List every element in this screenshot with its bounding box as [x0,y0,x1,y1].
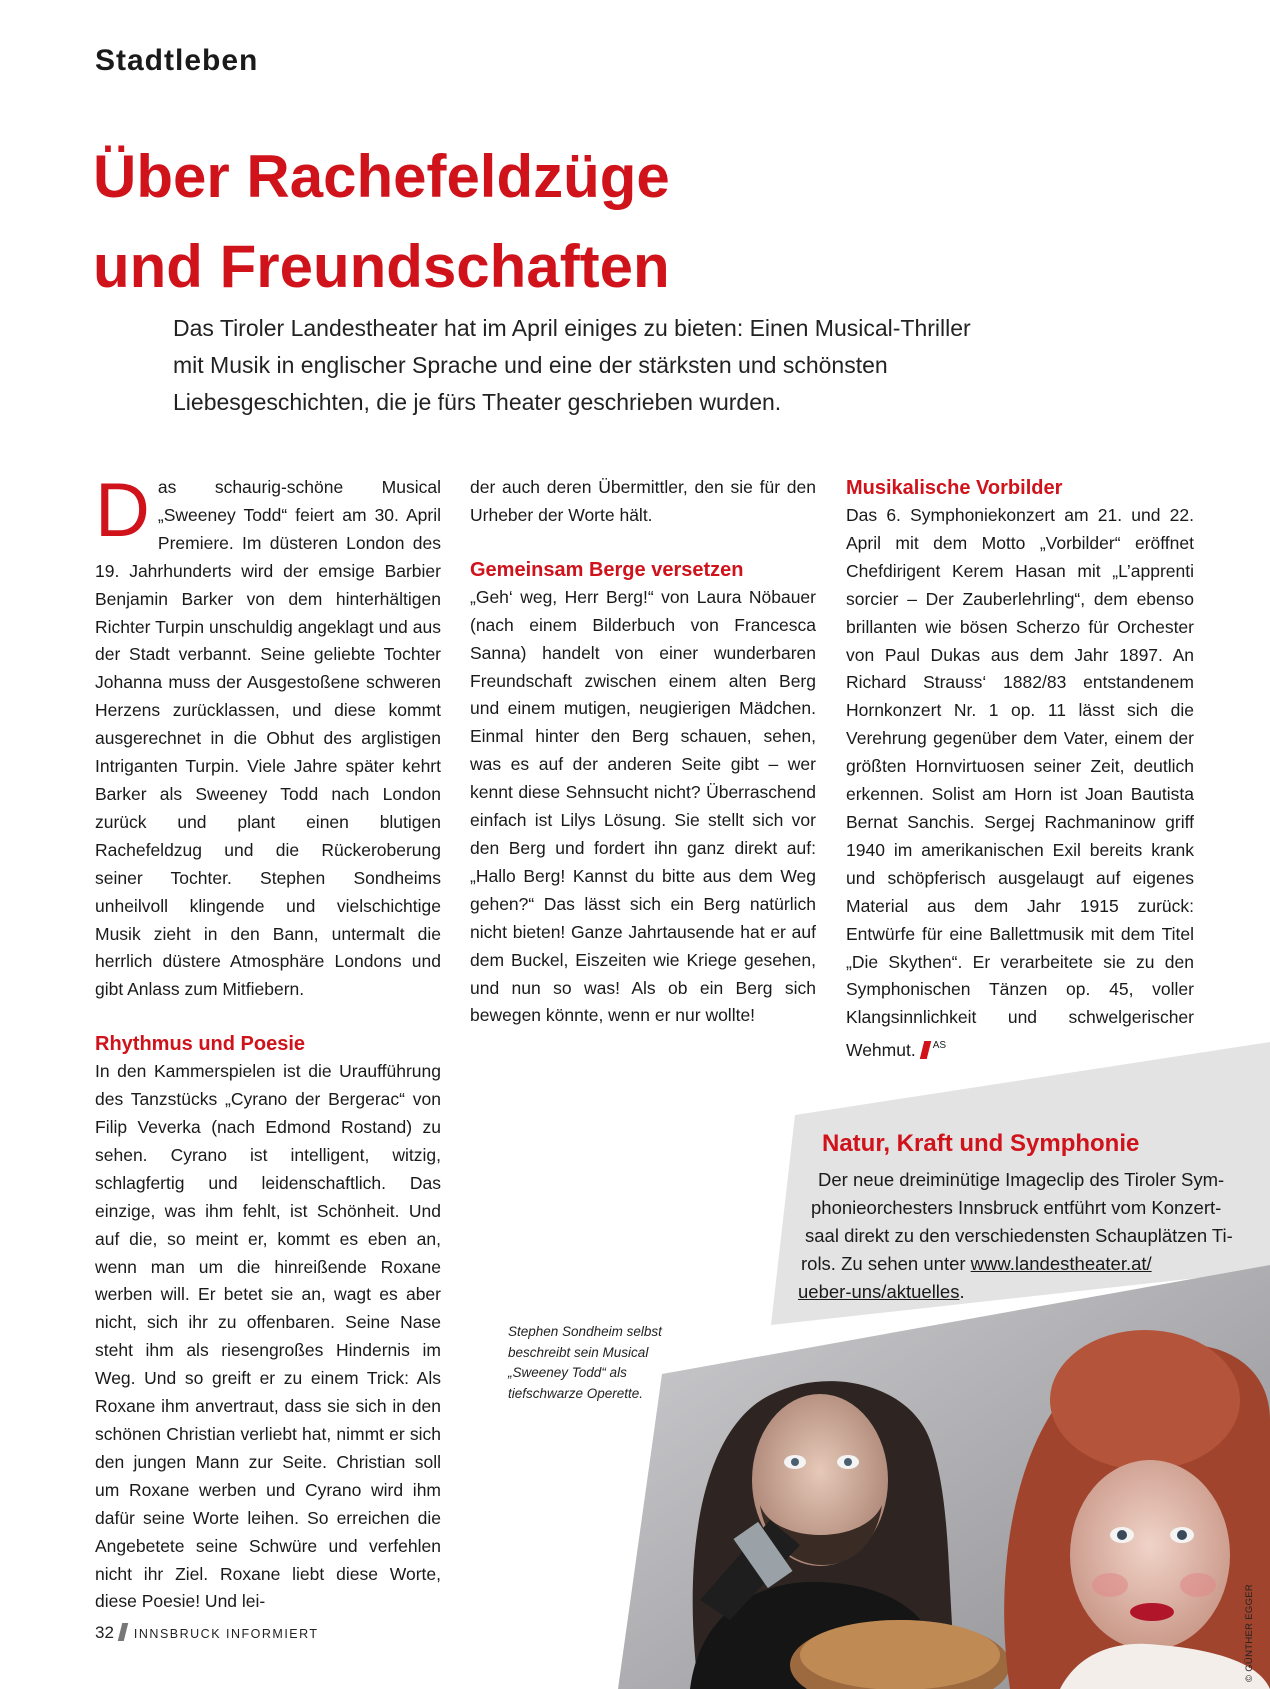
photo-caption: Stephen Sondheim selbst beschreibt sein Musical „Sweeney Todd“ als tiefschwarze Operette. [508,1324,662,1401]
page-number: 32 [95,1623,114,1642]
publication-name: INNSBRUCK INFORMIERT [133,1627,319,1641]
intro-text: as schaurig-schöne Musical „Sweeney Todd“ feiert am 30. April Premiere. Im düsteren London des 19. Jahrhunderts wird der emsige Barbier Benjamin Barker von dem hinterhältigen Richter Turpin unschuldig angeklagt und aus der Stadt verbannt. Seine geliebte Tochter Johanna muss der Ausgestoßene schweren Herzens zurücklassen, und diese kommt ausgerechnet in die Obhut des arglistigen Intriganten Turpin. Viele Jahre später kehrt Barker als Sweeney Todd nach London zurück und plant einen blutigen Rachefeldzug und die Rückeroberung seiner Tochter. Stephen Sondheims unheilvoll klingende und vielschichtige Musik zieht in den Bann, untermalt die herrlich düstere Atmosphäre Londons und gibt Anlass zum Mitfiebern. [95,477,441,1000]
berge-text: „Geh‘ weg, Herr Berg!“ von Laura Nöbauer (nach einem Bilderbuch von Francesca Sanna) handelt von einer wunderbaren Freundschaft zwischen einem alten Berg und einem mutigen, neugierigen Mädchen. Einmal hinter den Berg schauen, sehen, was es auf der anderen Seite gibt – wer kennt diese Sehnsucht nicht? Überraschend einfach ist Lilys Lösung. Sie stellt sich vor den Berg und fordert ihn ganz direkt auf: „Hallo Berg! Kannst du bitte aus dem Weg gehen?“ Das lässt sich ein Berg natürlich nicht bieten! Ganze Jahrtausende hat er auf dem Buckel, Eiszeiten wie Kriege gesehen, und nun so was! Als ob ein Berg sich bewegen könnte, wenn er nur wollte! [470,586,816,1026]
section-label: Stadtleben [95,44,259,77]
info-box-line: saal direkt zu den verschiedensten Schauplätzen Ti- [805,1225,1233,1246]
woman-face [1070,1460,1230,1650]
author-initials: AS [932,1040,947,1052]
subhead-berge: Gemeinsam Berge versetzen [470,558,744,581]
footer-slash-icon [118,1623,128,1641]
drop-cap: D [95,468,150,553]
info-box-title: Natur, Kraft und Symphonie [822,1130,1140,1157]
subhead-vorbilder: Musikalische Vorbilder [846,477,1063,499]
page-footer [95,1623,319,1643]
landestheater-link-continued[interactable]: ueber-uns/aktuelles [798,1281,960,1302]
rhythmus-text-continued: der auch deren Übermittler, den sie für den Urheber der Worte hält. [470,477,816,525]
headline-line-2: und Freundschaften [93,233,670,300]
info-box-line: Der neue dreiminütige Imageclip des Tiroler Sym- [818,1169,1225,1190]
headline-line-1: Über Rachefeldzüge [93,143,670,210]
info-box-line: phonieorchesters Innsbruck entführt vom Konzert- [811,1197,1222,1218]
info-box-line: rols. Zu sehen unter www.landestheater.at/ [801,1253,1152,1274]
landestheater-link[interactable]: www.landestheater.at/ [970,1253,1152,1274]
photo-credit: © GÜNTHER EGGER [1244,1583,1255,1682]
info-box-line: ueber-uns/aktuelles. [798,1281,965,1302]
vorbilder-text: Das 6. Symphoniekonzert am 21. und 22. April mit dem Motto „Vorbilder“ eröffnet Chefdirigent Kerem Hasan mit „L’apprenti sorcier – Der Zauberlehrling“, dem ebenso brillanten wie bösen Scherzo für Orchester von Paul Dukas aus dem Jahr 1897. An Richard Strauss‘ 1882/83 entstandenem Hornkonzert Nr. 1 op. 11 lässt sich die Verehrung gegenüber dem Vater, einem der größten Hornvirtuosen seiner Zeit, deutlich erkennen. Solist am Horn ist Joan Bautista Bernat Sanchis. Sergej Rachmaninow griff 1940 im amerikanischen Exil bereits krank und schöpferisch ausgelaugt auf eigenes Material aus dem Jahr 1915 zurück: Entwürfe für eine Ballettmusik mit dem Titel „Die Skythen“. Er verarbeitete sie zu den Symphonischen Tänzen op. 45, voller Klangsinnlichkeit und schwelgerischer Wehmut. [846,505,1194,1061]
rhythmus-text: In den Kammerspielen ist die Uraufführung des Tanzstücks „Cyrano der Bergerac“ von Filip Veverka (nach Edmond Rostand) zu sehen. Cyrano ist intelligent, witzig, schlagfertig und leidenschaftlich. Das einzige, was ihm fehlt, ist Schönheit. Und auf die, so meint er, kommt es eben an, wenn man um die hinreißende Roxane werben will. Er betet sie an, wagt es aber nicht, sich ihr zu offenbaren. Seine Nase steht ihm als riesengroßes Hindernis im Weg. Und so greift er zu einem Trick: Als Roxane ihm anvertraut, dass sie sich in den schönen Christian verliebt hat, nimmt er sich den jungen Mann zur Seite. Christian soll um Roxane werben und Cyrano wird ihm dafür seine Worte leihen. So erreichen die Angebetete seine Schwüre und verfehlen nicht ihr Ziel. Roxane liebt diese Worte, diese Poesie! Und lei- [95,1061,441,1612]
subhead-rhythmus: Rhythmus und Poesie [95,1033,306,1056]
lead-paragraph: Das Tiroler Landestheater hat im April einiges zu bieten: Einen Musical-Thriller mit Musik in englischer Sprache und eine der stärksten und schönsten Liebesgeschichten, die je fürs Theater geschrieben wurden. [173,315,971,415]
